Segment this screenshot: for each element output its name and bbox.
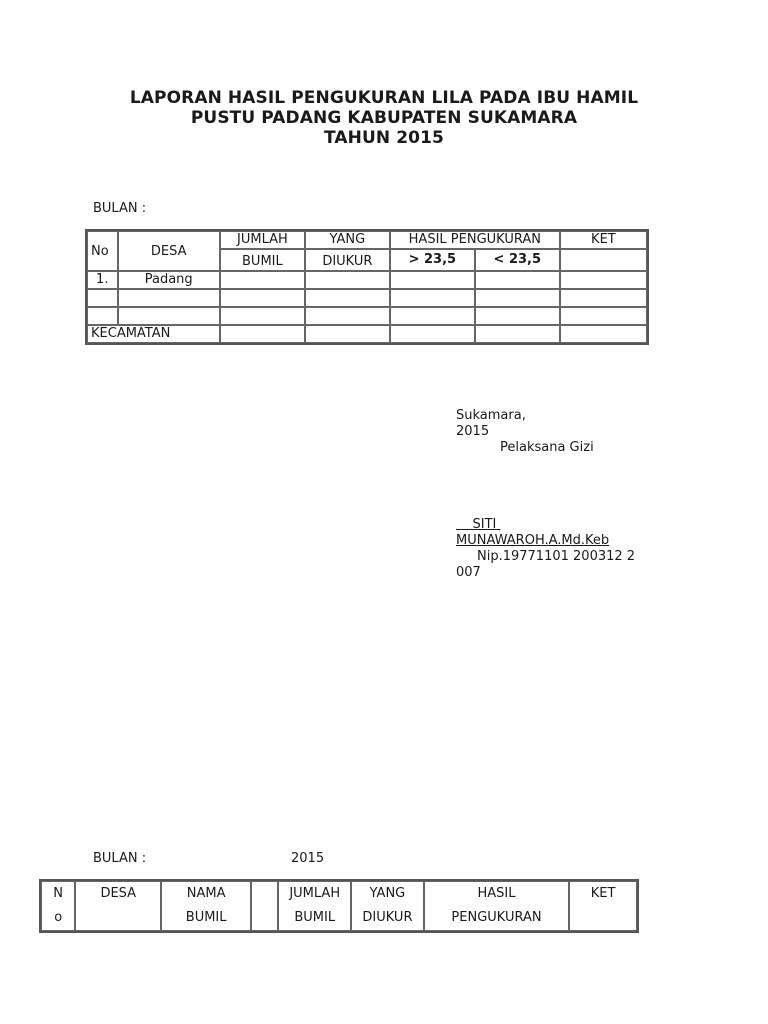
header-desa: DESA — [118, 231, 220, 271]
detail-header-empty — [251, 881, 278, 931]
header-less-than: < 23,5 — [475, 249, 560, 271]
signature-name-line-1: SITI — [472, 517, 497, 532]
detail-header-ket: KET — [569, 881, 637, 931]
detail-header-nama-bumil: NAMA BUMIL — [161, 881, 251, 931]
detail-header-yang-diukur: YANG DIUKUR — [351, 881, 424, 931]
row-no — [87, 289, 118, 307]
header-ket-sub — [560, 249, 647, 271]
signature-name-line-2: MUNAWAROH.A.Md.Keb — [456, 533, 610, 548]
table-row — [87, 289, 647, 307]
header-yang: YANG — [305, 231, 390, 249]
header-bumil: BUMIL — [220, 249, 305, 271]
row-no: 1. — [87, 271, 118, 289]
table-row — [87, 307, 647, 325]
detail-header-jumlah-bumil: JUMLAH BUMIL — [278, 881, 351, 931]
row-desa — [118, 289, 220, 307]
header-greater-than: > 23,5 — [390, 249, 475, 271]
signature-nip-line-1: Nip.19771101 200312 2 — [477, 549, 636, 564]
report-title-line-3: TAHUN 2015 — [324, 128, 444, 148]
detail-table — [39, 879, 639, 933]
bulan-label: BULAN : — [93, 201, 147, 216]
report-table — [85, 229, 649, 345]
header-jumlah: JUMLAH — [220, 231, 305, 249]
kecamatan-label: KECAMATAN — [87, 325, 220, 343]
header-diukur: DIUKUR — [305, 249, 390, 271]
bulan-year-2: 2015 — [291, 851, 325, 866]
report-title-line-2: PUSTU PADANG KABUPATEN SUKAMARA — [190, 108, 578, 128]
row-no — [87, 307, 118, 325]
row-desa — [118, 307, 220, 325]
report-title-line-1: LAPORAN HASIL PENGUKURAN LILA PADA IBU HAMIL — [129, 88, 639, 108]
header-no: No — [87, 231, 118, 271]
bulan-label-2: BULAN : — [93, 851, 147, 866]
signature-role: Pelaksana Gizi — [500, 440, 594, 455]
signature-nip-line-2: 007 — [456, 565, 481, 580]
table-row — [87, 271, 647, 289]
detail-header-desa: DESA — [75, 881, 161, 931]
detail-header-hasil-pengukuran: HASIL PENGUKURAN — [424, 881, 569, 931]
signature-year: 2015 — [456, 424, 490, 439]
table-footer-row — [87, 325, 647, 343]
signature-place: Sukamara, — [456, 408, 526, 423]
header-ket: KET — [560, 231, 647, 249]
row-desa: Padang — [118, 271, 220, 289]
header-hasil-pengukuran: HASIL PENGUKURAN — [390, 231, 560, 249]
detail-header-no: N o — [41, 881, 75, 931]
